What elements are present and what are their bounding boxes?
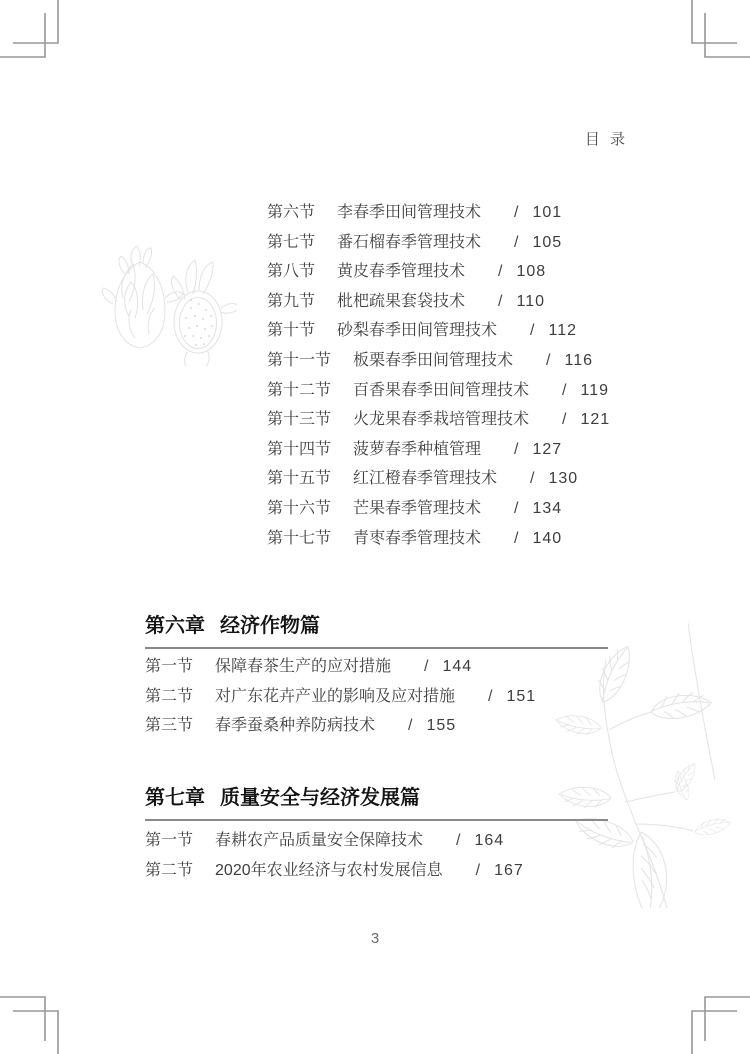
toc-entry (145, 826, 608, 856)
entry-label: 第一节 (145, 832, 194, 849)
entry-page: 119 (580, 381, 609, 399)
toc-entry (267, 494, 610, 524)
entry-label: 第十七节 (267, 529, 332, 547)
entry-label: 第十节 (267, 322, 316, 340)
entry-page: 151 (506, 687, 537, 705)
entry-title: 火龙果春季栽培管理技术 (353, 411, 530, 429)
entry-title: 芒果春季管理技术 (353, 499, 482, 517)
toc-entry (267, 376, 610, 406)
entry-page: 167 (494, 861, 524, 879)
entry-label: 第八节 (267, 263, 316, 281)
entry-separator: / (475, 861, 481, 879)
entry-label: 第九节 (267, 292, 316, 310)
chapter-label: 第六章 (145, 615, 205, 637)
entry-page: 110 (516, 292, 545, 310)
toc-entry (267, 228, 610, 258)
entry-title: 枇杷疏果套袋技术 (337, 292, 466, 310)
entry-page: 140 (532, 529, 563, 547)
entry-page: 116 (564, 351, 593, 369)
toc-entry (145, 652, 608, 682)
entry-separator: / (546, 351, 551, 369)
entry-title: 红江橙春季管理技术 (353, 470, 498, 488)
entry-separator: / (424, 658, 429, 675)
entry-label: 第三节 (145, 717, 194, 734)
entry-label: 第十三节 (267, 411, 332, 429)
toc-entry (145, 682, 608, 712)
entry-title: 百香果春季田间管理技术 (353, 381, 530, 399)
chapter-section-list (145, 826, 608, 885)
entry-title: 菠萝春季种植管理 (353, 440, 482, 458)
entry-separator: / (408, 717, 413, 734)
entry-label: 第十一节 (267, 351, 332, 369)
dragon-fruit-seeds (184, 299, 213, 346)
entry-separator: / (514, 529, 519, 547)
entry-label: 第二节 (145, 687, 194, 705)
folio-page-number: 3 (370, 930, 380, 947)
entry-label: 第一节 (145, 658, 194, 675)
entry-page: 121 (580, 411, 611, 429)
entry-separator: / (514, 499, 519, 517)
entry-label: 第十五节 (267, 470, 332, 488)
crop-mark-top-left-icon (0, 0, 62, 62)
entry-title: 对广东花卉产业的影响及应对措施 (215, 687, 456, 705)
toc-section-list (267, 198, 610, 553)
chapter-section-list (145, 652, 608, 741)
crop-mark-top-right-icon (688, 0, 750, 62)
toc-entry (267, 464, 610, 494)
dragon-fruit-illustration-icon (85, 246, 237, 366)
entry-separator: / (562, 411, 567, 429)
chapter-heading (145, 614, 608, 638)
entry-page: 108 (516, 263, 547, 281)
toc-entry (267, 316, 610, 346)
entry-separator: / (456, 832, 461, 849)
toc-entry (267, 405, 610, 435)
entry-page: 127 (532, 440, 563, 458)
entry-separator: / (530, 322, 535, 340)
entry-separator: / (498, 292, 503, 310)
toc-entry (267, 524, 610, 554)
entry-page: 101 (532, 204, 563, 221)
entry-separator: / (514, 440, 519, 458)
entry-separator: / (514, 204, 519, 221)
chapter-name: 质量安全与经济发展篇 (220, 787, 420, 809)
chapter-name: 经济作物篇 (220, 615, 320, 637)
entry-label: 第十四节 (267, 440, 332, 458)
crop-mark-bottom-left-icon (0, 992, 62, 1054)
entry-title: 板栗春季田间管理技术 (353, 351, 514, 369)
entry-label: 第十六节 (267, 499, 332, 517)
entry-title: 砂梨春季田间管理技术 (337, 322, 498, 340)
crop-mark-bottom-right-icon (688, 992, 750, 1054)
entry-separator: / (514, 233, 519, 251)
entry-label: 第十二节 (267, 381, 332, 399)
toc-entry (145, 711, 608, 741)
entry-label: 第六节 (267, 204, 316, 221)
entry-title: 春季蚕桑种养防病技术 (215, 717, 376, 734)
entry-title: 春耕农产品质量安全保障技术 (215, 832, 424, 849)
entry-title: 李春季田间管理技术 (337, 204, 482, 221)
entry-title: 番石榴春季管理技术 (337, 233, 482, 251)
toc-entry (267, 346, 610, 376)
toc-entry (145, 856, 608, 886)
entry-title: 保障春茶生产的应对措施 (215, 658, 392, 675)
entry-separator: / (488, 687, 493, 705)
entry-label: 第二节 (145, 861, 194, 879)
entry-title: 黄皮春季管理技术 (337, 263, 466, 281)
entry-separator: / (530, 470, 535, 488)
entry-page: 112 (548, 322, 577, 340)
entry-title: 2020年农业经济与农村发展信息 (215, 861, 443, 879)
entry-page: 144 (442, 658, 473, 675)
chapter-divider (145, 819, 608, 821)
toc-entry (267, 198, 610, 228)
entry-page: 134 (532, 499, 563, 517)
page-title: 目 录 (584, 131, 628, 148)
entry-separator: / (498, 263, 503, 281)
entry-title: 青枣春季管理技术 (353, 529, 482, 547)
chapter-divider (145, 647, 608, 649)
entry-label: 第七节 (267, 233, 316, 251)
toc-entry (267, 287, 610, 317)
toc-entry (267, 257, 610, 287)
entry-page: 164 (474, 832, 505, 849)
chapter-label: 第七章 (145, 787, 205, 809)
entry-page: 130 (548, 470, 579, 488)
toc-entry (267, 435, 610, 465)
entry-separator: / (562, 381, 567, 399)
entry-page: 105 (532, 233, 563, 251)
entry-page: 155 (426, 717, 457, 734)
chapter-block-6 (145, 614, 608, 741)
chapter-heading (145, 786, 608, 810)
chapter-block-7 (145, 786, 608, 885)
